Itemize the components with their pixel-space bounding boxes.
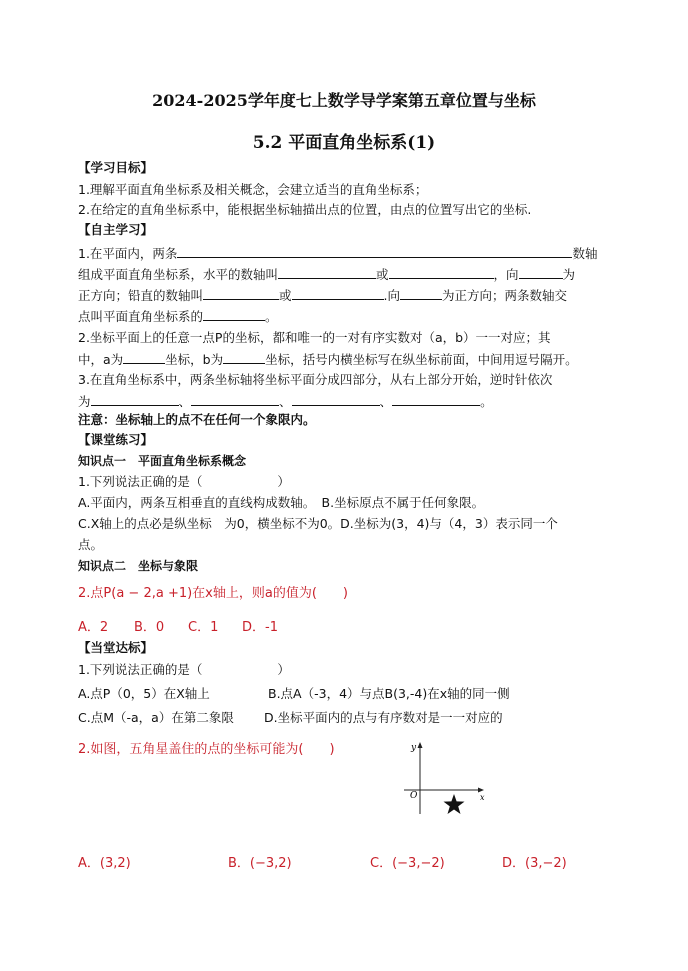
fill-line-1: [78, 245, 618, 262]
option-c: C．(−3,−2): [370, 856, 445, 871]
blank-line: [278, 266, 376, 279]
x-axis-label: x: [480, 793, 485, 802]
fill-text: 为正方向；两条数轴交: [442, 288, 568, 303]
fill-text: 坐标，括号内横坐标写在纵坐标前面，中间用逗号隔开。: [265, 352, 578, 367]
fill-text: 或: [376, 267, 389, 282]
fill-text: 。: [265, 309, 278, 324]
fill-text: 组成平面直角坐标系，水平的数轴叫: [78, 267, 279, 282]
fill-text: 坐标，b为: [165, 352, 224, 367]
goals-heading: 【学习目标】: [78, 160, 154, 175]
fill-text: 正方向；铅直的数轴叫: [78, 288, 204, 303]
fill-text: 、: [379, 394, 393, 409]
blank-line: [177, 245, 572, 258]
fill-line-6: [78, 351, 618, 368]
fill-text: 或: [279, 288, 292, 303]
fill-line-4: [78, 308, 618, 325]
test-question-2: 2.如图，五角星盖住的点的坐标可能为( ): [78, 742, 335, 757]
document-title: 2024-2025学年度七上数学导学案第五章位置与坐标: [152, 91, 536, 110]
practice-q1-option-cont: 点。: [78, 537, 104, 552]
x-axis-arrow: [478, 788, 484, 793]
option-d: D.坐标平面内的点与有序数对是一一对应的: [264, 710, 503, 725]
fill-text: 点叫平面直角坐标系的: [78, 309, 204, 324]
fill-text: 1.在平面内，两条: [78, 246, 178, 261]
test-question-1: 1.下列说法正确的是（ ）: [78, 662, 290, 677]
self-study-heading: 【自主学习】: [78, 222, 154, 237]
blank-line: [292, 287, 384, 300]
fill-line-8: [78, 393, 618, 410]
option-d: D．(3,−2): [502, 856, 567, 871]
fill-text: 为: [562, 267, 576, 282]
option-b: B．(−3,2): [228, 856, 292, 871]
blank-line: [203, 287, 279, 300]
fill-text: .向: [383, 288, 401, 303]
blank-line: [123, 351, 165, 364]
fill-line-7: 3.在直角坐标系中，两条坐标轴将坐标平面分成四部分，从右上部分开始，逆时针依次: [78, 372, 553, 387]
blank-line: [223, 351, 265, 364]
fill-text: 、: [178, 394, 192, 409]
fill-line-3: [78, 287, 618, 304]
blank-line: [203, 308, 265, 321]
blank-line: [292, 393, 380, 406]
origin-label: O: [410, 791, 418, 801]
star-icon: [444, 794, 465, 814]
blank-line: [519, 266, 563, 279]
knowledge-point-1: 知识点一 平面直角坐标系概念: [78, 454, 247, 468]
option-c: C.点M（-a，a）在第二象限: [78, 710, 234, 725]
fill-text: 为: [78, 394, 91, 409]
section-title: 5.2 平面直角坐标系(1): [252, 133, 436, 153]
option-b: B.点A（-3，4）与点B(3,-4)在x轴的同一侧: [268, 686, 510, 701]
blank-line: [91, 393, 179, 406]
practice-heading: 【课堂练习】: [78, 432, 154, 447]
practice-q1-option-ab: A.平面内，两条互相垂直的直线构成数轴。 B.坐标原点不属于任何象限。: [78, 495, 485, 510]
option-c: C．1: [188, 620, 219, 635]
option-a: A．2: [78, 620, 109, 635]
note-text: 注意：坐标轴上的点不在任何一个象限内。: [78, 412, 316, 427]
blank-line: [400, 287, 442, 300]
goal-item-2: 2.在给定的直角坐标系中，能根据坐标轴描出点的位置，由点的位置写出它的坐标.: [78, 202, 532, 217]
option-a: A.点P（0，5）在X轴上: [78, 686, 210, 701]
fill-line-5: 2.坐标平面上的任意一点P的坐标，都和唯一的一对有序实数对（a，b）一一对应；其: [78, 330, 551, 345]
practice-question-2: 2.点P(a − 2,a +1)在x轴上，则a的值为( ): [78, 586, 348, 601]
fill-text: ，向: [493, 267, 519, 282]
fill-text: 中，a为: [78, 352, 124, 367]
knowledge-point-2: 知识点二 坐标与象限: [78, 559, 199, 573]
option-a: A．(3,2): [78, 856, 131, 871]
y-axis-label: y: [411, 743, 417, 753]
coordinate-figure: [396, 740, 492, 820]
practice-question-1: 1.下列说法正确的是（ ）: [78, 474, 290, 489]
goal-item-1: 1.理解平面直角坐标系及相关概念，会建立适当的直角坐标系；: [78, 182, 428, 197]
fill-text: 数轴: [572, 246, 598, 261]
blank-line: [389, 266, 494, 279]
fill-text: 。: [480, 394, 493, 409]
fill-text: 、: [279, 394, 292, 409]
test-heading: 【当堂达标】: [78, 640, 154, 655]
practice-q1-option-cd: C.X轴上的点必是纵坐标 为0，横坐标不为0。D.坐标为(3，4)与（4，3）表示同一个: [78, 516, 558, 531]
option-d: D．-1: [242, 620, 278, 635]
blank-line: [191, 393, 279, 406]
blank-line: [392, 393, 480, 406]
option-b: B．0: [134, 620, 165, 635]
y-axis-arrow: [418, 742, 423, 748]
fill-line-2: [78, 266, 618, 283]
